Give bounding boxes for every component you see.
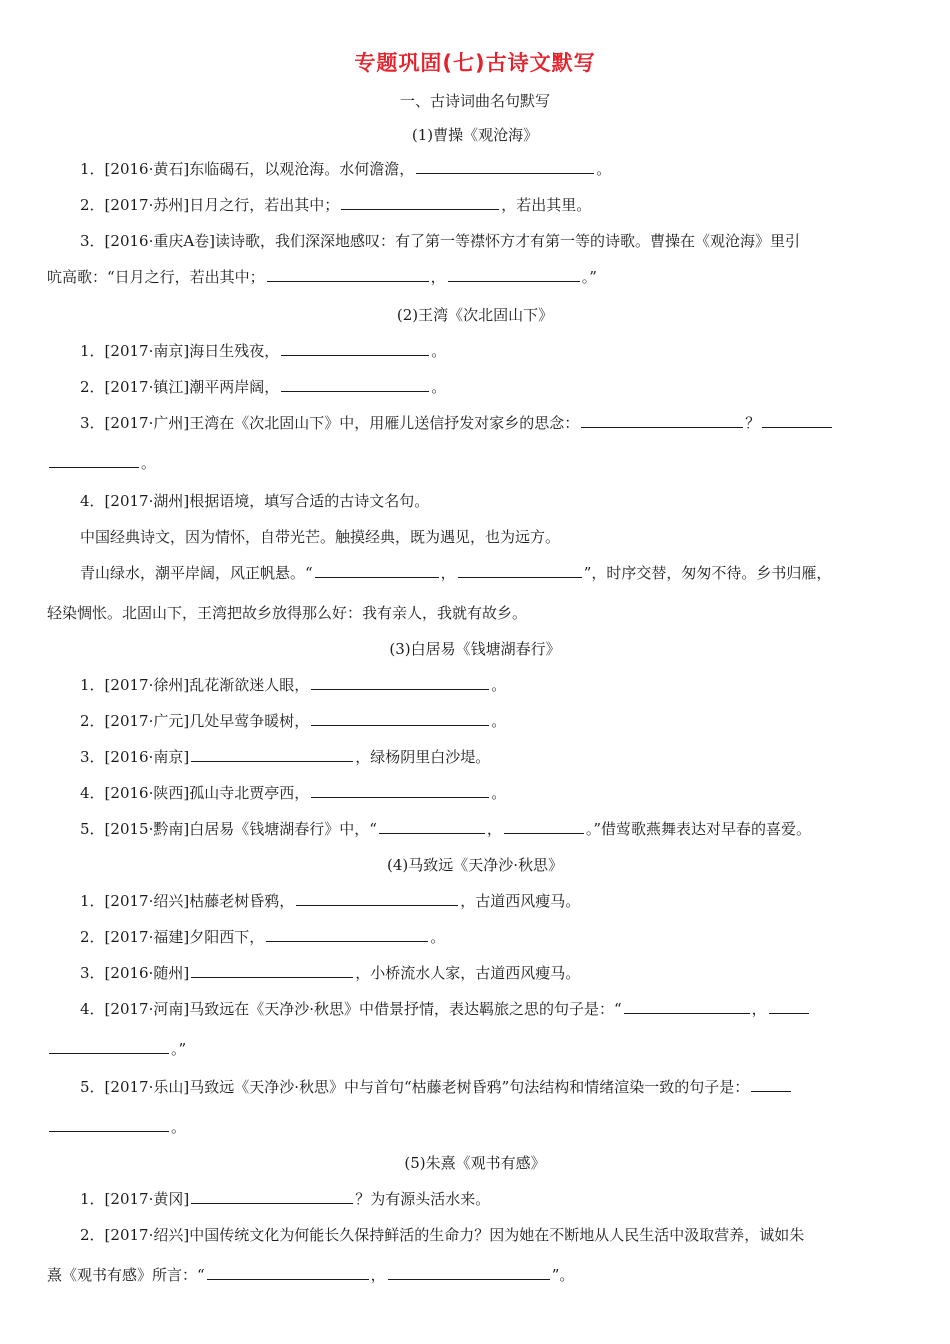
- question-source: [2016·黄石]: [104, 160, 190, 178]
- question-source: [2017·河南]: [104, 1000, 190, 1018]
- question-source: [2017·广元]: [104, 712, 190, 730]
- question-source: [2016·陕西]: [104, 784, 190, 802]
- question-text: 马致远《天净沙·秋思》中与首句“枯藤老树昏鸦”句法结构和情绪渲染一致的句子是：: [189, 1078, 750, 1096]
- question-text: ，绿杨阴里白沙堤。: [355, 748, 491, 766]
- question-text: 。: [141, 454, 157, 472]
- question-line: [80, 818, 811, 839]
- question-source: [2017·广州]: [104, 414, 190, 432]
- answer-blank[interactable]: [311, 783, 489, 798]
- question-text: 孤山寺北贾亭西，: [189, 784, 310, 802]
- question-text: 日月之行，若出其中；: [189, 196, 340, 214]
- group-header: (4)马致远《天净沙·秋思》: [386, 856, 564, 874]
- question-source: [2017·绍兴]: [104, 1226, 190, 1244]
- question-text: 。: [431, 378, 447, 396]
- question-source: [2017·镇江]: [104, 378, 190, 396]
- question-text: 几处早莺争暖树，: [189, 712, 310, 730]
- question-line: [80, 158, 611, 179]
- answer-blank[interactable]: [267, 267, 429, 282]
- question-number: 2．: [80, 712, 105, 730]
- group-header: (1)曹操《观沧海》: [411, 126, 539, 144]
- question-text: 。”借莺歌燕舞表达对早春的喜爱。: [585, 820, 812, 838]
- question-text: 读诗歌，我们深深地感叹：有了第一等襟怀方才有第一等的诗歌。曹操在《观沧海》里引: [215, 232, 801, 250]
- question-text: 青山绿水，潮平岸阔，风正帆悬。“: [80, 564, 313, 582]
- question-line: [80, 782, 506, 803]
- question-text: ，: [430, 268, 446, 286]
- answer-blank[interactable]: [379, 819, 485, 834]
- question-text: 夕阳西下，: [189, 928, 265, 946]
- question-text: 。: [431, 342, 447, 360]
- answer-blank[interactable]: [281, 341, 429, 356]
- question-line: [80, 1224, 804, 1245]
- question-text: ，: [486, 820, 502, 838]
- question-source: [2017·湖州]: [104, 492, 190, 510]
- question-text: ，: [751, 1000, 767, 1018]
- question-text: 潮平两岸阔，: [189, 378, 280, 396]
- question-line: [80, 710, 506, 731]
- question-source: [2017·黄冈]: [104, 1190, 190, 1208]
- question-source: [2017·苏州]: [104, 196, 190, 214]
- question-source: [2017·南京]: [104, 342, 190, 360]
- question-text: 。: [171, 1118, 187, 1136]
- question-line: [47, 1264, 574, 1285]
- answer-blank[interactable]: [762, 413, 832, 428]
- answer-blank[interactable]: [311, 675, 489, 690]
- passage-line: 轻染惆怅。北固山下，王湾把故乡放得那么好：我有亲人，我就有故乡。: [47, 604, 528, 622]
- question-text: 马致远在《天净沙·秋思》中借景抒情，表达羁旅之思的句子是：“: [189, 1000, 622, 1018]
- passage-line: [80, 562, 831, 583]
- question-source: [2016·南京]: [104, 748, 190, 766]
- question-number: 3．: [80, 964, 105, 982]
- question-number: 3．: [80, 414, 105, 432]
- question-source: [2016·随州]: [104, 964, 190, 982]
- question-number: 5．: [80, 1078, 105, 1096]
- answer-blank[interactable]: [504, 819, 584, 834]
- question-text: 。: [430, 928, 446, 946]
- question-line: [80, 746, 490, 767]
- question-line: [80, 890, 580, 911]
- question-number: 2．: [80, 928, 105, 946]
- question-number: 4．: [80, 492, 105, 510]
- answer-blank[interactable]: [207, 1265, 369, 1280]
- question-number: 3．: [80, 748, 105, 766]
- question-line: [80, 376, 446, 397]
- question-number: 2．: [80, 378, 105, 396]
- group-header: (2)王湾《次北固山下》: [396, 306, 554, 324]
- answer-blank[interactable]: [266, 927, 428, 942]
- answer-blank[interactable]: [448, 267, 580, 282]
- question-number: 1．: [80, 1190, 105, 1208]
- group-header: (3)白居易《钱塘湖春行》: [389, 640, 561, 658]
- question-text: ，: [440, 564, 456, 582]
- question-number: 5．: [80, 820, 105, 838]
- answer-blank[interactable]: [296, 891, 458, 906]
- question-number: 4．: [80, 1000, 105, 1018]
- question-text: 。: [491, 784, 507, 802]
- question-text: 熹《观书有感》所言：“: [47, 1266, 205, 1284]
- question-text: 。”: [171, 1040, 187, 1058]
- question-number: 1．: [80, 676, 105, 694]
- question-line: [80, 1188, 490, 1209]
- question-number: 1．: [80, 342, 105, 360]
- question-source: [2017·徐州]: [104, 676, 190, 694]
- answer-blank[interactable]: [388, 1265, 550, 1280]
- question-line: [47, 266, 597, 287]
- question-text: 枯藤老树昏鸦，: [189, 892, 295, 910]
- question-line: [47, 1038, 186, 1059]
- question-text: 。”: [581, 268, 597, 286]
- answer-blank[interactable]: [49, 453, 139, 468]
- section-heading: 一、古诗词曲名句默写: [399, 92, 550, 110]
- question-text: ？为有源头活水来。: [355, 1190, 491, 1208]
- question-text: 。: [596, 160, 612, 178]
- question-number: 1．: [80, 892, 105, 910]
- question-number: 4．: [80, 784, 105, 802]
- question-text: 。: [491, 676, 507, 694]
- question-source: [2016·重庆A卷]: [104, 232, 216, 250]
- question-source: [2017·绍兴]: [104, 892, 190, 910]
- answer-blank[interactable]: [311, 711, 489, 726]
- answer-blank[interactable]: [191, 1189, 353, 1204]
- answer-blank[interactable]: [581, 413, 743, 428]
- question-text: 白居易《钱塘湖春行》中，“: [189, 820, 377, 838]
- question-text: ”。: [551, 1266, 575, 1284]
- question-source: [2017·乐山]: [104, 1078, 190, 1096]
- question-line: [47, 452, 156, 473]
- question-text: ，古道西风瘦马。: [460, 892, 581, 910]
- page-title: 专题巩固(七)古诗文默写: [354, 51, 596, 75]
- question-text: ”，时序交替，匆匆不待。乡书归雁，: [583, 564, 832, 582]
- answer-blank[interactable]: [281, 377, 429, 392]
- answer-blank[interactable]: [341, 195, 499, 210]
- answer-blank[interactable]: [49, 1117, 169, 1132]
- question-number: 2．: [80, 196, 105, 214]
- question-text: ，若出其里。: [501, 196, 592, 214]
- answer-blank[interactable]: [191, 747, 353, 762]
- question-text: 东临碣石，以观沧海。水何澹澹，: [189, 160, 415, 178]
- question-line: [47, 1116, 186, 1137]
- question-line: [80, 1076, 793, 1097]
- question-line: [80, 194, 591, 215]
- question-line: [80, 674, 506, 695]
- answer-blank[interactable]: [49, 1039, 169, 1054]
- question-text: 中国传统文化为何能长久保持鲜活的生命力？因为她在不断地从人民生活中汲取营养，诚如朱: [189, 1226, 805, 1244]
- question-line: [80, 998, 811, 1019]
- question-text: 吭高歌：“日月之行，若出其中；: [47, 268, 265, 286]
- question-source: [2017·福建]: [104, 928, 190, 946]
- question-source: [2015·黔南]: [104, 820, 190, 838]
- question-line: [80, 412, 834, 433]
- question-line: [80, 490, 429, 511]
- question-number: 1．: [80, 160, 105, 178]
- question-text: 王湾在《次北固山下》中，用雁儿送信抒发对家乡的思念：: [189, 414, 580, 432]
- answer-blank[interactable]: [191, 963, 353, 978]
- answer-blank[interactable]: [315, 563, 439, 578]
- question-line: [80, 230, 800, 251]
- question-number: 2．: [80, 1226, 105, 1244]
- question-text: 乱花渐欲迷人眼，: [189, 676, 310, 694]
- answer-blank[interactable]: [416, 159, 594, 174]
- question-text: ，: [370, 1266, 386, 1284]
- question-line: [80, 962, 580, 983]
- question-number: 3．: [80, 232, 105, 250]
- question-text: 根据语境，填写合适的古诗文名句。: [189, 492, 430, 510]
- answer-blank[interactable]: [751, 1077, 791, 1092]
- question-text: 海日生残夜，: [189, 342, 280, 360]
- passage-line: 中国经典诗文，因为情怀，自带光芒。触摸经典，既为遇见，也为远方。: [80, 528, 561, 546]
- question-text: 。: [491, 712, 507, 730]
- question-text: ，小桥流水人家，古道西风瘦马。: [355, 964, 581, 982]
- question-line: [80, 340, 446, 361]
- question-text: ？: [745, 414, 761, 432]
- answer-blank[interactable]: [458, 563, 582, 578]
- answer-blank[interactable]: [769, 999, 809, 1014]
- answer-blank[interactable]: [624, 999, 750, 1014]
- group-header: (5)朱熹《观书有感》: [404, 1154, 546, 1172]
- question-line: [80, 926, 445, 947]
